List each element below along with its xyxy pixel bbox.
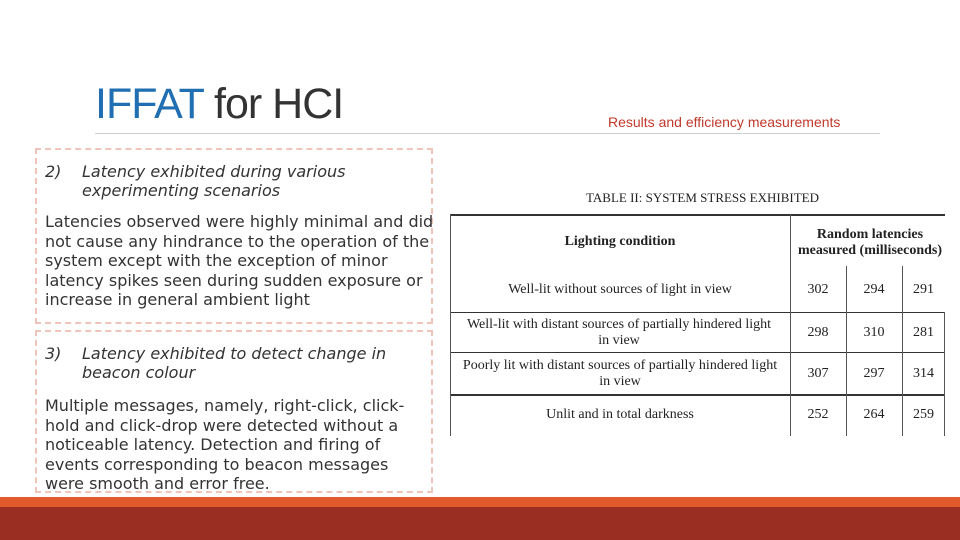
table-row-condition: Poorly lit with distant sources of partially hindered light in view (462, 358, 778, 389)
header-random-latencies: Random latencies measured (milliseconds) (797, 227, 942, 258)
item-heading-text: Latency exhibited during various experimenting scenarios (82, 162, 346, 200)
table-cell-value: 307 (807, 366, 829, 381)
beacon-latency-box (35, 330, 433, 493)
table-rule (450, 394, 945, 396)
table-row-condition: Well-lit with distant sources of partially hindered light in view (466, 317, 772, 348)
title-accent: IFFAT (95, 80, 204, 128)
table-row-condition: Well-lit without sources of light in view (508, 282, 732, 297)
title-rest: for HCI (203, 80, 344, 128)
table-cell-value: 302 (807, 282, 829, 297)
table-cell-value: 297 (863, 366, 885, 381)
latency-scenarios-box (35, 148, 433, 324)
table-rule (450, 312, 945, 313)
table-cell-value: 281 (913, 325, 934, 340)
table-cell-value: 314 (913, 366, 934, 381)
header-lighting-condition: Lighting condition (564, 234, 676, 249)
table-cell-value: 252 (807, 407, 829, 422)
item-heading-text: Latency exhibited to detect change in beacon colour (82, 344, 387, 382)
table-cell-value: 259 (913, 407, 934, 422)
footer-accent-band (0, 497, 960, 507)
item-number: 3) (45, 344, 62, 363)
table-rule (450, 352, 945, 353)
footer-bar (0, 507, 960, 540)
table-cell-value: 298 (807, 325, 829, 340)
table-cell-value: 264 (863, 407, 885, 422)
title-underline (95, 133, 880, 134)
slide-title (95, 80, 343, 129)
slide-subtitle: Results and efficiency measurements (608, 114, 841, 130)
table-cell-value: 294 (863, 282, 885, 297)
item-number: 2) (45, 162, 62, 181)
table-cell-value: 291 (913, 282, 934, 297)
item-body: Multiple messages, namely, right-click, click-hold and click-drop were detected without a noticeable latency. Detection and firing of events corresponding to beacon messages were smooth and error free. (45, 396, 405, 493)
table-cell-value: 310 (863, 325, 885, 340)
table-caption: TABLE II: SYSTEM STRESS EXHIBITED (586, 190, 819, 202)
latency-table (450, 214, 945, 436)
table-row-condition: Unlit and in total darkness (546, 407, 694, 422)
item-body: Latencies observed were highly minimal and did not cause any hindrance to the operation of the system except with the exception of minor latency spikes seen during sudden exposure or increase in general ambient light (45, 212, 434, 309)
